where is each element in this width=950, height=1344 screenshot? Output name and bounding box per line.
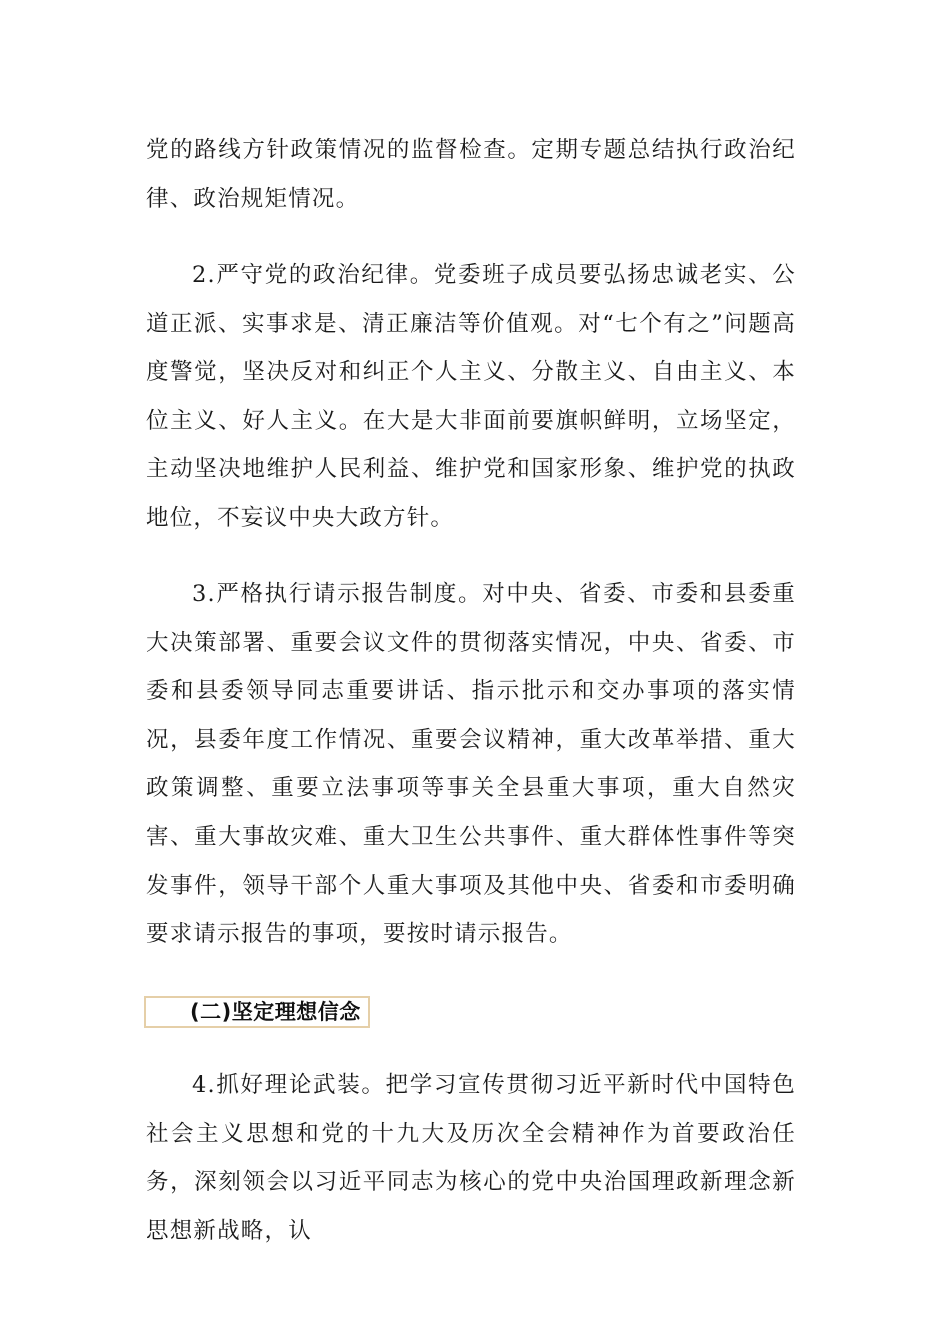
- paragraph-reporting-system: 3.严格执行请示报告制度。对中央、省委、市委和县委重大决策部署、重要会议文件的贯彻落实情况，中央、省委、市委和县委领导同志重要讲话、指示批示和交办事项的落实情况，县委年度工作情况、重要会议精神，重大改革举措、重大政策调整、重要立法事项等事关全县重大事项，重大自然灾害、重大事故灾难、重大卫生公共事件、重大群体性事件等突发事件，领导干部个人重大事项及其他中央、省委和市委明确要求请示报告的事项，要按时请示报告。: [146, 581, 796, 948]
- paragraph-theory-study: 4.抓好理论武装。把学习宣传贯彻习近平新时代中国特色社会主义思想和党的十九大及历次全会精神作为首要政治任务，深刻领会以习近平同志为核心的党中央治国理政新理念新思想新战略，认: [146, 1072, 796, 1244]
- paragraph-continuation: 党的路线方针政策情况的监督检查。定期专题总结执行政治纪律、政治规矩情况。: [146, 137, 796, 212]
- paragraph-political-discipline: 2.严守党的政治纪律。党委班子成员要弘扬忠诚老实、公道正派、实事求是、清正廉洁等价值观。对“七个有之”问题高度警觉，坚决反对和纠正个人主义、分散主义、自由主义、本位主义、好人主义。在大是大非面前要旗帜鲜明，立场坚定，主动坚决地维护人民利益、维护党和国家形象、维护党的执政地位，不妄议中央大政方针。: [146, 262, 796, 531]
- section-heading: (二)坚定理想信念: [190, 1000, 361, 1024]
- section-heading-box: [144, 996, 370, 1028]
